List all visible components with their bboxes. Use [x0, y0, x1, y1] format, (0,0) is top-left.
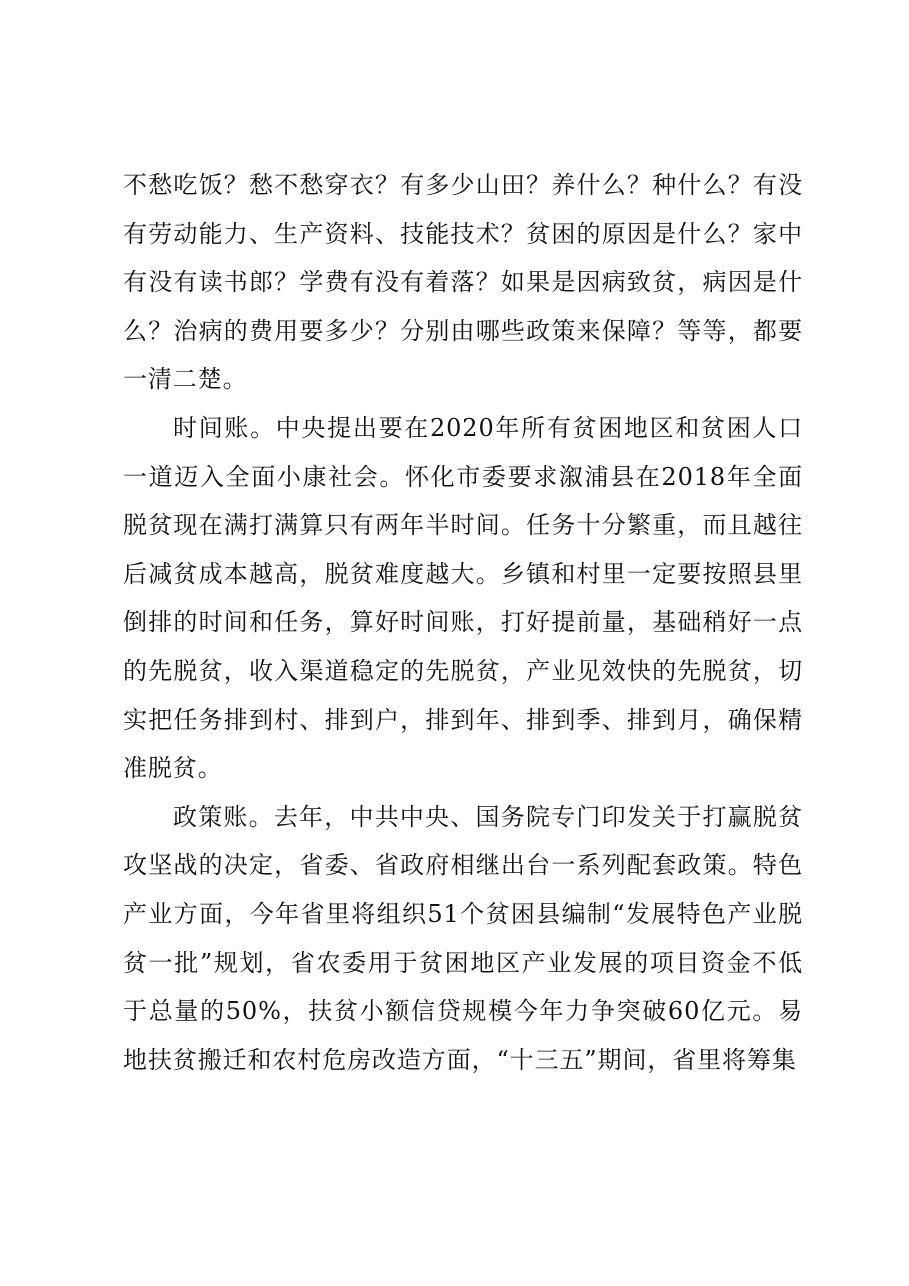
body-text	[123, 161, 803, 1084]
paragraph-continuation: 不愁吃饭？愁不愁穿衣？有多少山田？养什么？种什么？有没有劳动能力、生产资料、技能技术？贫困的原因是什么？家中有没有读书郎？学费有没有着落？如果是因病致贫，病因是什么？治病的费用要多少？分别由哪些政策来保障？等等，都要一清二楚。	[123, 171, 803, 394]
paragraph-time-account: 时间账。中央提出要在2020年所有贫困地区和贫困人口一道迈入全面小康社会。怀化市委要求溆浦县在2018年全面脱贫现在满打满算只有两年半时间。任务十分繁重，而且越往后减贫成本越高，脱贫难度越大。乡镇和村里一定要按照县里倒排的时间和任务，算好时间账，打好提前量，基础稍好一点的先脱贫，收入渠道稳定的先脱贫，产业见效快的先脱贫，切实把任务排到村、排到户，排到年、排到季、排到月，确保精准脱贫。	[123, 413, 803, 783]
paragraph-policy-account: 政策账。去年，中共中央、国务院专门印发关于打赢脱贫攻坚战的决定，省委、省政府相继出台一系列配套政策。特色产业方面，今年省里将组织51个贫困县编制“发展特色产业脱贫一批”规划，省农委用于贫困地区产业发展的项目资金不低于总量的50%，扶贫小额信贷规模今年力争突破60亿元。易地扶贫搬迁和农村危房改造方面，“十三五”期间，省里将筹集	[123, 802, 803, 1074]
